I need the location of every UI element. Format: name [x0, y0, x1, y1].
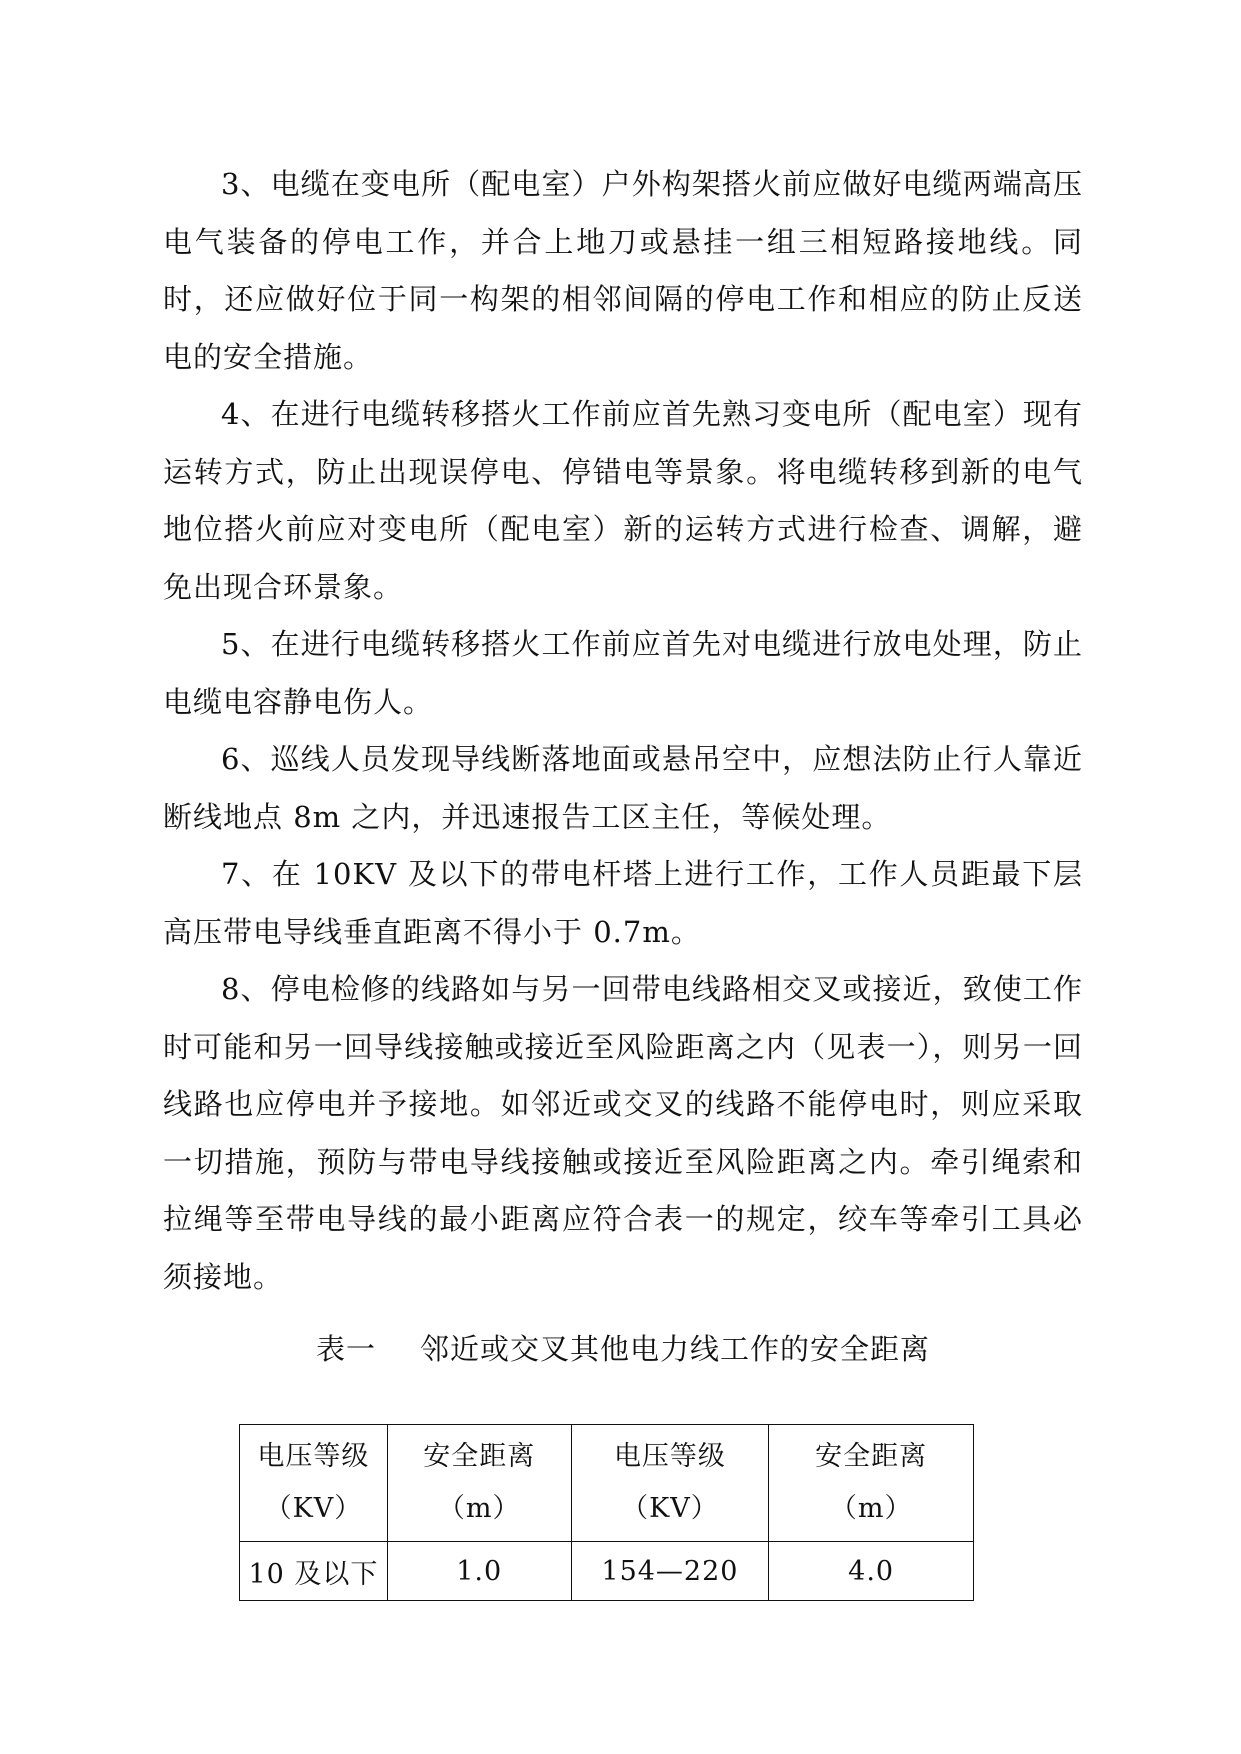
header-safety-distance	[387, 1425, 571, 1542]
document-body	[163, 156, 1083, 1378]
paragraph-8: 8、停电检修的线路如与另一回带电线路相交叉或接近，致使工作时可能和另一回导线接触或接近至风险距离之内（见表一），则另一回线路也应停电并予接地。如邻近或交叉的线路不能停电时，则应采取一切措施，预防与带电导线接触或接近至风险距离之内。牵引绳索和拉绳等至带电导线的最小距离应符合表一的规定，绞车等牵引工具必须接地。	[163, 972, 1083, 1294]
table-cell: 10 及以下	[240, 1542, 388, 1601]
table-caption	[163, 1320, 1083, 1378]
header-line: 安全距离（m）	[423, 1441, 536, 1524]
header-voltage-level	[571, 1425, 769, 1542]
paragraph-7: 7、在 10KV 及以下的带电杆塔上进行工作，工作人员距最下层高压带电导线垂直距离不得小于 0.7m。	[163, 857, 1083, 949]
table-cell: 1.0	[387, 1542, 571, 1601]
table-header-row	[240, 1425, 974, 1542]
paragraph-3: 3、电缆在变电所（配电室）户外构架搭火前应做好电缆两端高压电气装备的停电工作，并合上地刀或悬挂一组三相短路接地线。同时，还应做好位于同一构架的相邻间隔的停电工作和相应的防止反送电的安全措施。	[163, 167, 1083, 374]
header-voltage-level	[240, 1425, 388, 1542]
paragraph-4: 4、在进行电缆转移搭火工作前应首先熟习变电所（配电室）现有运转方式，防止出现误停电、停错电等景象。将电缆转移到新的电气地位搭火前应对变电所（配电室）新的运转方式进行检查、调解，避免出现合环景象。	[163, 397, 1083, 604]
paragraph-5: 5、在进行电缆转移搭火工作前应首先对电缆进行放电处理，防止电缆电容静电伤人。	[163, 627, 1083, 719]
table-row	[240, 1542, 974, 1601]
header-line: 电压等级（KV）	[613, 1441, 726, 1524]
safety-distance-table	[239, 1424, 974, 1601]
table-caption-label: 表一	[315, 1332, 376, 1366]
header-line: 安全距离	[815, 1441, 928, 1472]
header-line: 电压等级	[257, 1441, 370, 1472]
header-line: （m）	[829, 1493, 913, 1524]
header-safety-distance	[769, 1425, 974, 1542]
table-cell: 4.0	[769, 1542, 974, 1601]
header-line: （KV）	[264, 1493, 363, 1524]
table-caption-title: 邻近或交叉其他电力线工作的安全距离	[420, 1332, 931, 1366]
paragraph-6: 6、巡线人员发现导线断落地面或悬吊空中，应想法防止行人靠近断线地点 8m 之内，并迅速报告工区主任，等候处理。	[163, 742, 1083, 834]
table-cell: 154—220	[571, 1542, 769, 1601]
